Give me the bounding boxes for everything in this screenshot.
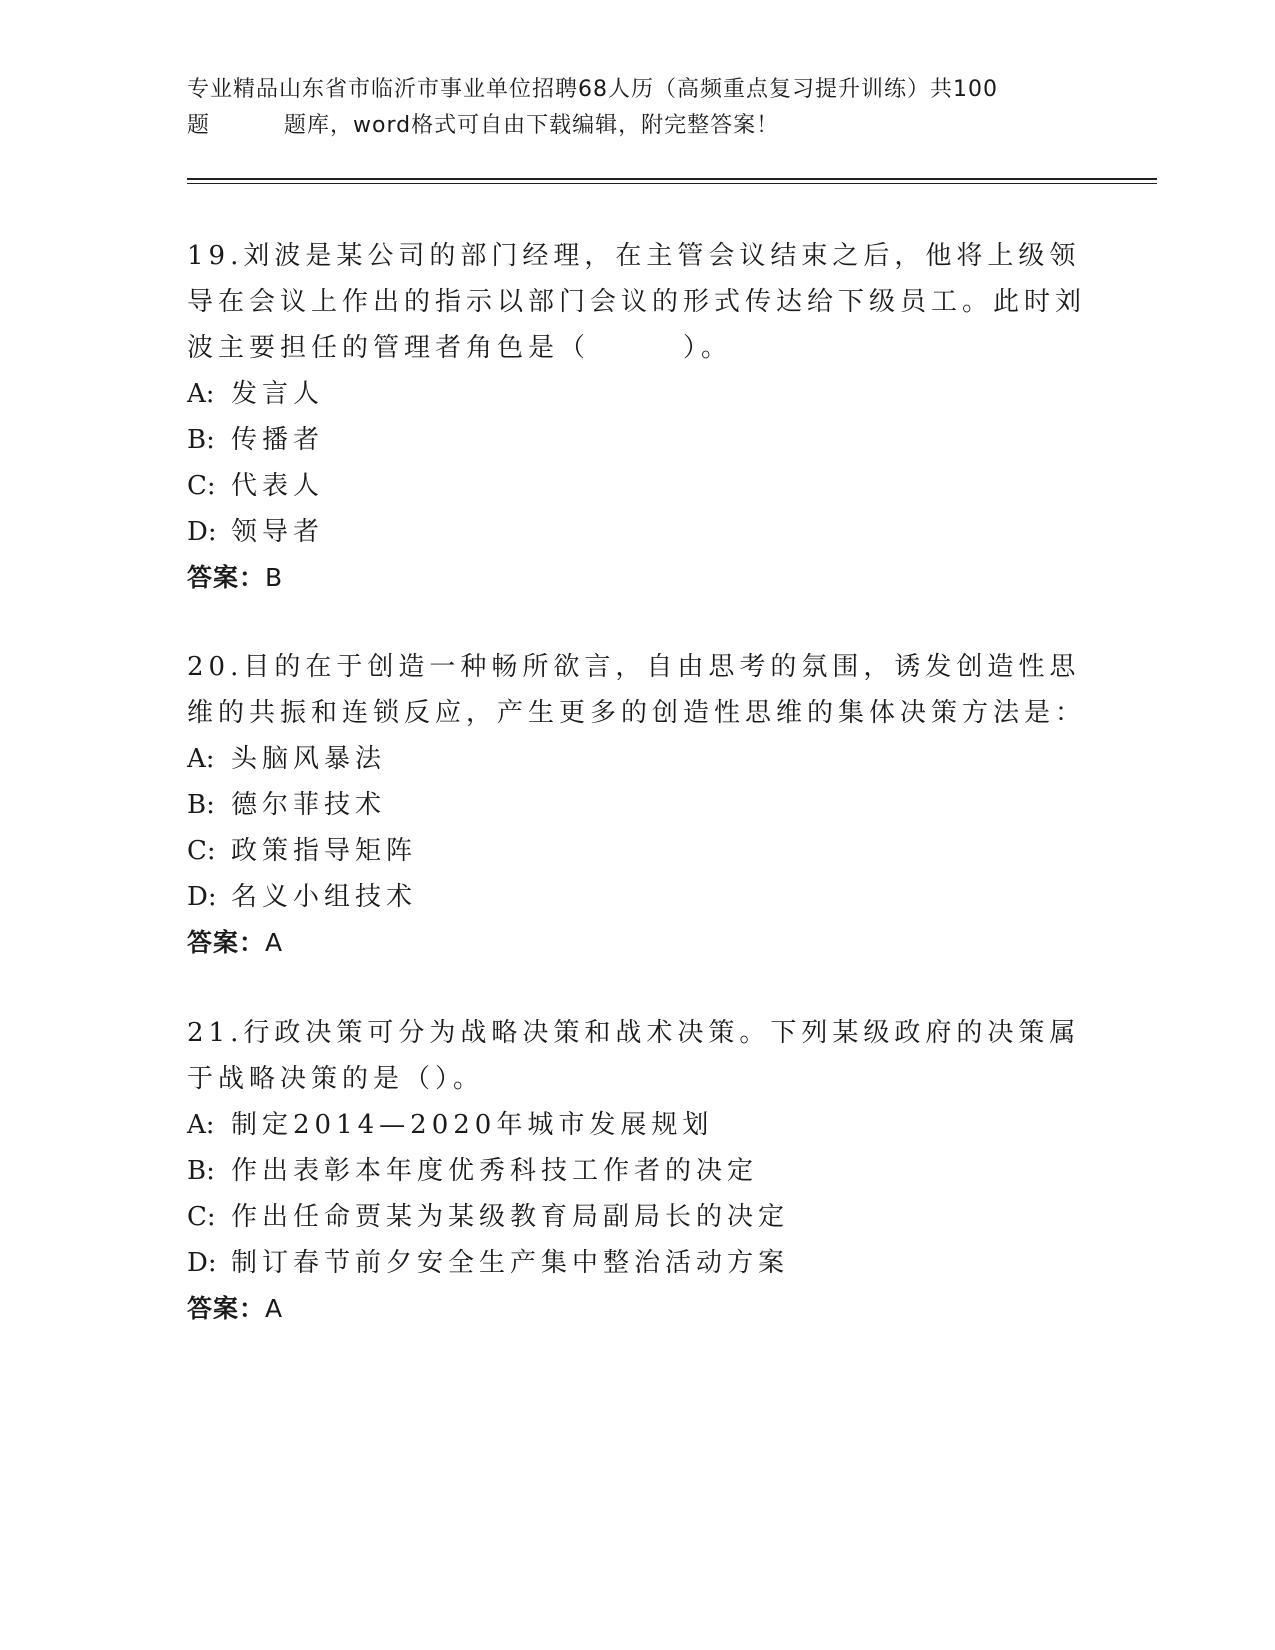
question-stem: 21.行政决策可分为战略决策和战术决策。下列某级政府的决策属于战略决策的是（）。 xyxy=(187,1018,1081,1094)
header-line2-right: 题库，word格式可自由下载编辑，附完整答案！ xyxy=(284,113,780,138)
option-b xyxy=(187,1148,1087,1194)
option-text: 作出任命贾某为某级教育局副局长的决定 xyxy=(231,1202,790,1232)
option-a xyxy=(187,736,1087,782)
answer-label: 答案： xyxy=(187,563,266,592)
option-c xyxy=(187,1194,1087,1240)
option-b xyxy=(187,417,1087,463)
option-text: 代表人 xyxy=(231,471,325,501)
option-key: A: xyxy=(187,1110,215,1140)
answer-value: A xyxy=(265,928,284,957)
document-header xyxy=(187,72,1087,144)
option-key: B: xyxy=(187,790,215,820)
option-text: 领导者 xyxy=(231,517,325,547)
option-text: 名义小组技术 xyxy=(231,882,418,912)
option-key: A: xyxy=(187,379,215,409)
option-text: 传播者 xyxy=(231,425,325,455)
option-d xyxy=(187,874,1087,920)
answer-line xyxy=(187,1286,1087,1332)
option-a xyxy=(187,1102,1087,1148)
option-key: C: xyxy=(187,471,216,501)
option-key: A: xyxy=(187,744,215,774)
answer-value: B xyxy=(265,563,284,592)
option-d xyxy=(187,1240,1087,1286)
answer-line xyxy=(187,920,1087,966)
question-20 xyxy=(187,644,1087,966)
option-text: 制订春节前夕安全生产集中整治活动方案 xyxy=(231,1248,790,1278)
option-d xyxy=(187,509,1087,555)
option-text: 政策指导矩阵 xyxy=(231,836,418,866)
option-key: D: xyxy=(187,517,217,547)
header-line2-left: 题 xyxy=(187,113,211,138)
question-21 xyxy=(187,1010,1087,1332)
answer-label: 答案： xyxy=(187,1294,266,1323)
header-title-line2 xyxy=(187,108,1087,144)
answer-line xyxy=(187,555,1087,601)
question-19 xyxy=(187,233,1087,601)
answer-value: A xyxy=(265,1294,284,1323)
option-key: D: xyxy=(187,882,217,912)
header-title-line1: 专业精品山东省市临沂市事业单位招聘68人历（高频重点复习提升训练）共100 xyxy=(187,77,998,102)
option-text: 制定2014—2020年城市发展规划 xyxy=(231,1110,714,1140)
option-text: 德尔菲技术 xyxy=(231,790,387,820)
option-text: 头脑风暴法 xyxy=(231,744,387,774)
question-stem: 19.刘波是某公司的部门经理，在主管会议结束之后，他将上级领导在会议上作出的指示以部门会议的形式传达给下级员工。此时刘波主要担任的管理者角色是（ ）。 xyxy=(187,241,1087,363)
option-b xyxy=(187,782,1087,828)
option-text: 作出表彰本年度优秀科技工作者的决定 xyxy=(231,1156,759,1186)
header-divider-thin xyxy=(187,183,1157,184)
option-key: C: xyxy=(187,1202,216,1232)
option-c xyxy=(187,828,1087,874)
option-key: B: xyxy=(187,425,215,455)
option-text: 发言人 xyxy=(231,379,325,409)
option-key: C: xyxy=(187,836,216,866)
option-key: B: xyxy=(187,1156,215,1186)
option-c xyxy=(187,463,1087,509)
option-a xyxy=(187,371,1087,417)
question-stem: 20.目的在于创造一种畅所欲言，自由思考的氛围，诱发创造性思维的共振和连锁反应，产生更多的创造性思维的集体决策方法是： xyxy=(187,652,1087,728)
option-key: D: xyxy=(187,1248,217,1278)
header-divider-thick xyxy=(187,178,1157,180)
answer-label: 答案： xyxy=(187,928,266,957)
